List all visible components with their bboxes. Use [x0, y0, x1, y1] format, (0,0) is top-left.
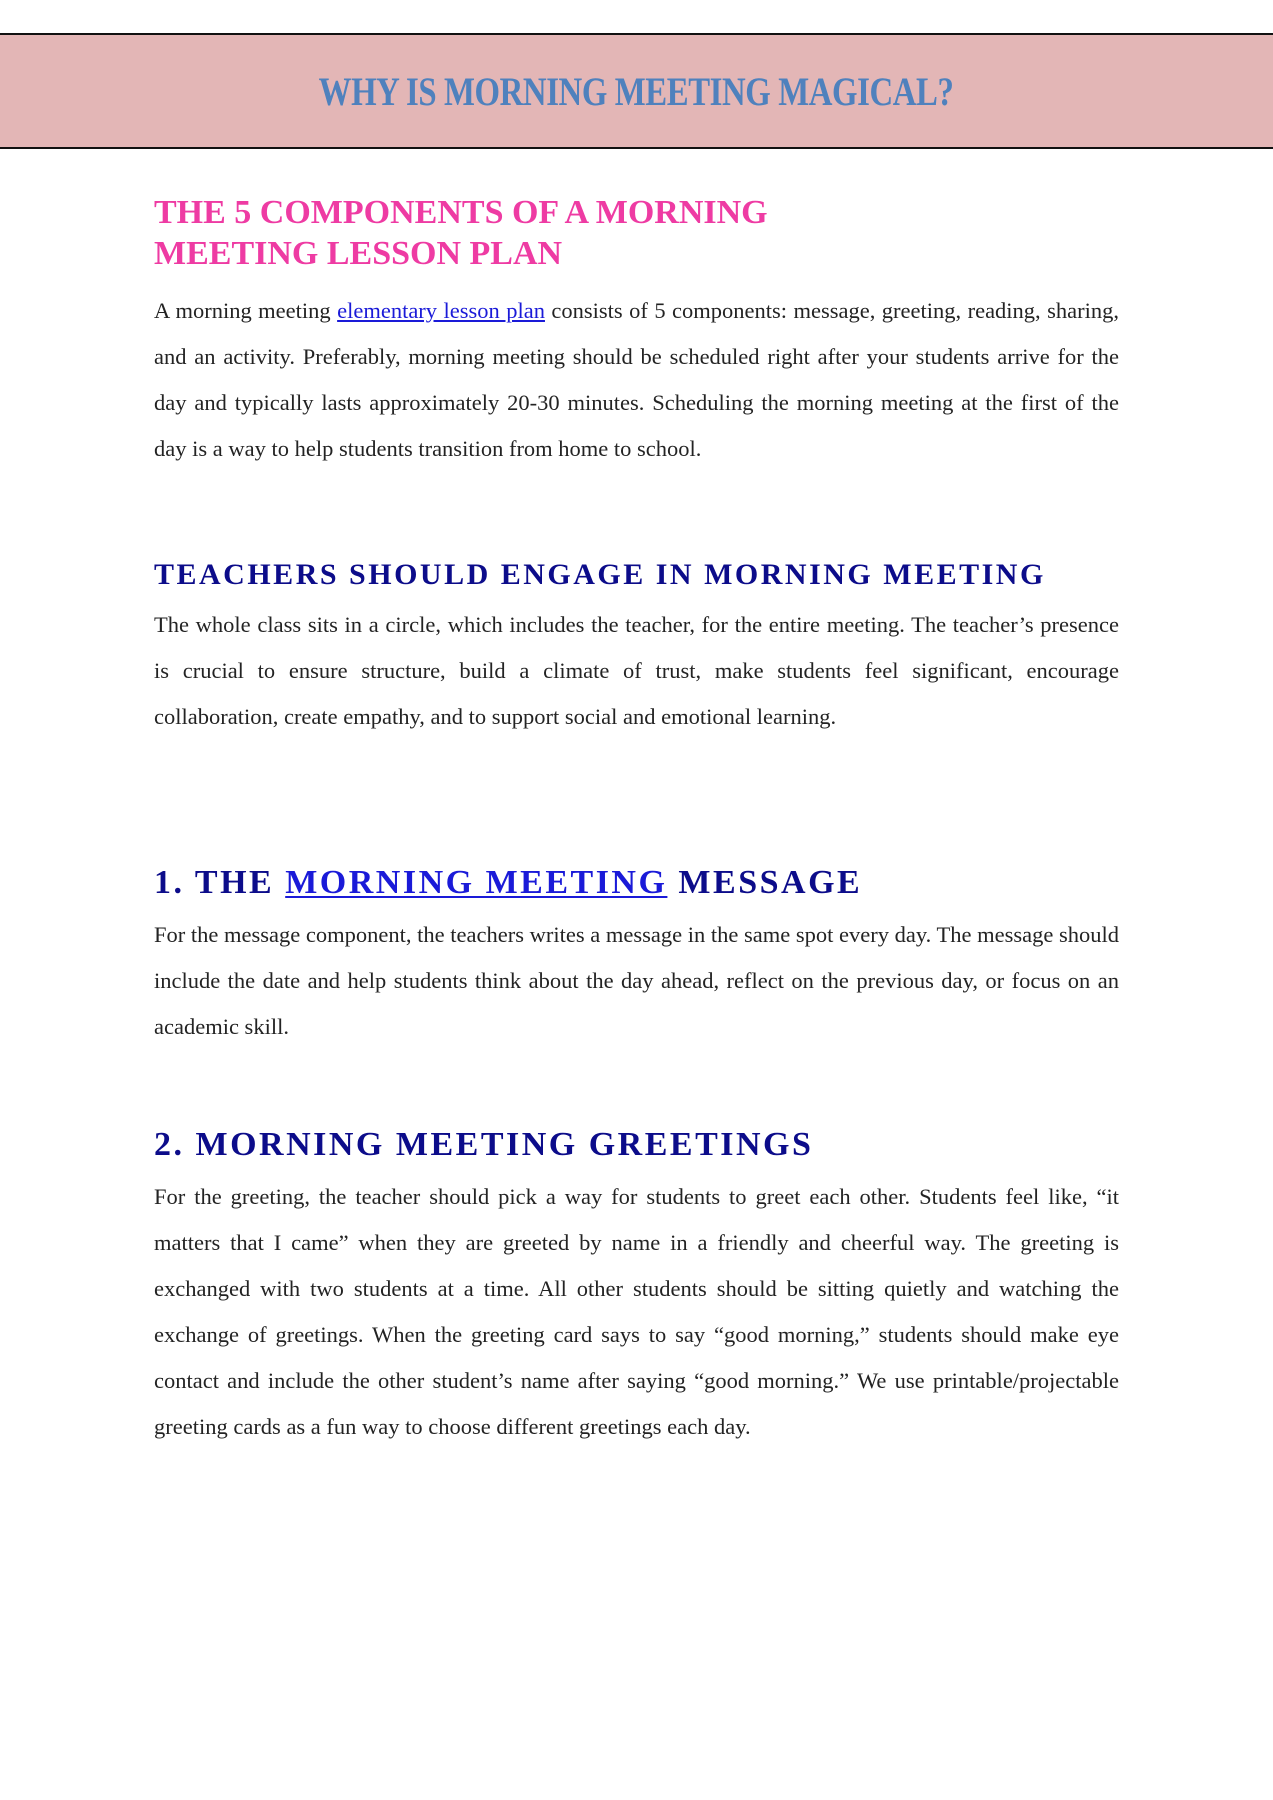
section-morning-message	[154, 864, 1119, 1050]
section-heading-greetings: 2. MORNING MEETING GREETINGS	[154, 1126, 814, 1163]
heading-text: MESSAGE	[667, 864, 863, 901]
section-five-components	[154, 192, 1119, 472]
section-heading-morning-message	[154, 864, 1119, 902]
body-text: consists of 5 components: message, greeting, reading, sharing, and an activity. Preferably, morning meeting should be scheduled right after your students arrive for the day and typically lasts approximately 20-30 minutes. Scheduling the morning meeting at the first of the day is a way to help students transition from home to school.	[154, 298, 1120, 461]
elementary-lesson-plan-link[interactable]: elementary lesson plan	[337, 298, 545, 323]
heading-text: 1. THE	[154, 864, 286, 901]
section-body-teachers-engage: The whole class sits in a circle, which includes the teacher, for the entire meeting. The teacher’s presence is crucial to ensure structure, build a climate of trust, make students feel significant, encourage collaboration, create empathy, and to support social and emotional learning.	[154, 612, 1119, 729]
section-body-five-components	[154, 288, 1119, 472]
section-teachers-engage	[154, 558, 1119, 740]
section-heading-teachers-engage: TEACHERS SHOULD ENGAGE IN MORNING MEETING	[154, 558, 1046, 591]
body-text: A morning meeting	[154, 298, 338, 323]
morning-meeting-link[interactable]: MORNING MEETING	[285, 864, 668, 901]
section-greetings	[154, 1126, 1119, 1450]
document-body	[154, 192, 1120, 1439]
section-heading-five-components: THE 5 COMPONENTS OF A MORNING MEETING LESSON PLAN	[154, 194, 768, 272]
section-body-morning-message: For the message component, the teachers writes a message in the same spot every day. The message should include the date and help students think about the day ahead, reflect on the previous day, or focus on an academic skill.	[154, 922, 1119, 1039]
page-title: WHY IS MORNING MEETING MAGICAL?	[319, 68, 954, 114]
title-banner	[0, 33, 1273, 149]
section-body-greetings: For the greeting, the teacher should pick a way for students to greet each other. Students feel like, “it matters that I came” when they are greeted by name in a friendly and cheerful way. The greeting is exchanged with two students at a time. All other students should be sitting quietly and watching the exchange of greetings. When the greeting card says to say “good morning,” students should make eye contact and include the other student’s name after saying “good morning.” We use printable/projectable greeting cards as a fun way to choose different greetings each day.	[154, 1184, 1119, 1439]
